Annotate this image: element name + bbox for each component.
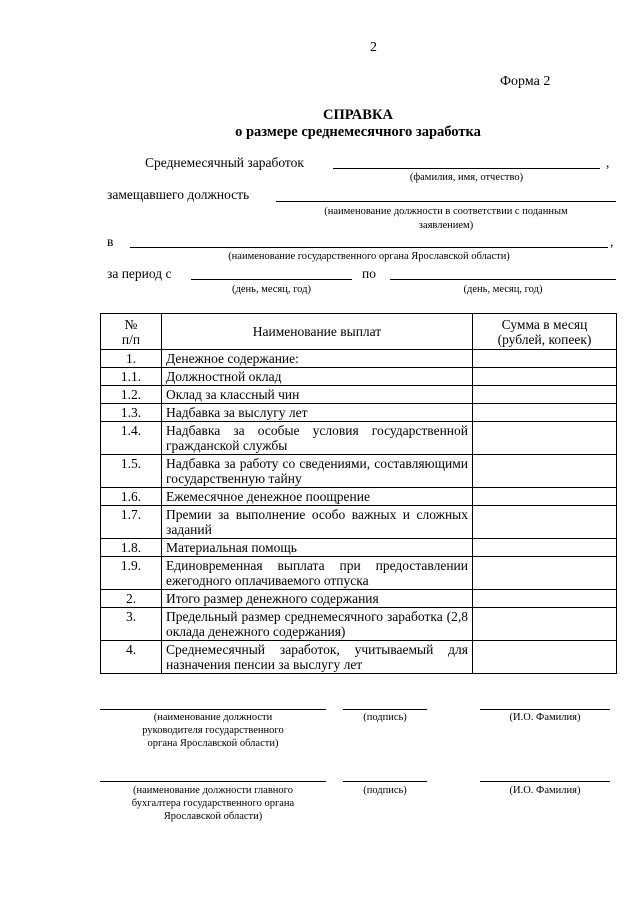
table-row — [101, 557, 617, 590]
row-sum-cell[interactable] — [473, 350, 617, 368]
header-sum-units: (рублей, копеек) — [497, 331, 592, 347]
row-payment-name: Ежемесячное денежное поощрение — [162, 488, 473, 506]
row-payment-name: Надбавка за особые условия государственной гражданской службы — [162, 422, 473, 455]
row-sum-cell[interactable] — [473, 404, 617, 422]
accountant-signature-line[interactable] — [343, 781, 427, 782]
row-sum-cell[interactable] — [473, 386, 617, 404]
accountant-position-hint-line: Ярославской области) — [163, 811, 263, 822]
row-number: 3. — [101, 608, 162, 641]
row-sum-cell[interactable] — [473, 422, 617, 455]
head-position-hint — [100, 711, 326, 750]
payments-table — [100, 313, 617, 674]
row-sum-cell[interactable] — [473, 368, 617, 386]
head-position-hint-line: органа Ярославской области) — [147, 738, 279, 749]
position-hint-line1: (наименование должности в соответствии с поданным — [324, 206, 568, 217]
table-row — [101, 404, 617, 422]
row-number: 1.7. — [101, 506, 162, 539]
row-number: 1.4. — [101, 422, 162, 455]
accountant-position-hint-line: (наименование должности главного — [133, 785, 293, 796]
fio-hint: (фамилия, имя, отчество) — [409, 172, 524, 183]
accountant-position-hint-line: бухгалтера государственного органа — [131, 798, 295, 809]
table-row — [101, 506, 617, 539]
table-row — [101, 641, 617, 674]
accountant-name-line[interactable] — [480, 781, 610, 782]
header-sum-title: Сумма в месяц — [501, 316, 588, 332]
head-signature-line[interactable] — [343, 709, 427, 710]
position-field-line[interactable] — [276, 201, 616, 202]
head-signature-hint: (подпись) — [363, 712, 407, 723]
row-number: 1.1. — [101, 368, 162, 386]
row-payment-name: Итого размер денежного содержания — [162, 590, 473, 608]
position-hint-line2: заявлением) — [418, 220, 474, 231]
row-number: 1.3. — [101, 404, 162, 422]
org-hint: (наименование государственного органа Ярославской области) — [228, 251, 510, 262]
head-position-hint-line: (наименование должности — [153, 712, 273, 723]
head-name-line[interactable] — [480, 709, 610, 710]
table-row — [101, 368, 617, 386]
date-to-field-line[interactable] — [390, 279, 616, 280]
row-sum-cell[interactable] — [473, 557, 617, 590]
head-name-hint: (И.О. Фамилия) — [509, 712, 581, 723]
row-number: 1.2. — [101, 386, 162, 404]
accountant-name-hint: (И.О. Фамилия) — [509, 785, 581, 796]
org-trailing-comma: , — [610, 234, 614, 249]
table-row — [101, 422, 617, 455]
accountant-position-line[interactable] — [100, 781, 326, 782]
header-sum — [473, 314, 617, 350]
row-payment-name: Среднемесячный заработок, учитываемый для назначения пенсии за выслугу лет — [162, 641, 473, 674]
table-row — [101, 350, 617, 368]
header-num — [101, 314, 162, 350]
head-position-hint-line: руководителя государственного — [142, 725, 284, 736]
row-sum-cell[interactable] — [473, 488, 617, 506]
row-number: 1.5. — [101, 455, 162, 488]
table-row — [101, 455, 617, 488]
page-number: 2 — [370, 40, 377, 55]
fio-field-line[interactable] — [333, 168, 600, 169]
row-payment-name: Материальная помощь — [162, 539, 473, 557]
date-to-hint: (день, месяц, год) — [463, 284, 543, 295]
row-sum-cell[interactable] — [473, 539, 617, 557]
row-sum-cell[interactable] — [473, 641, 617, 674]
fio-trailing-comma: , — [606, 155, 610, 170]
row-number: 1.9. — [101, 557, 162, 590]
row-number: 1.8. — [101, 539, 162, 557]
row-sum-cell[interactable] — [473, 506, 617, 539]
row-payment-name: Единовременная выплата при предоставлении ежегодного оплачиваемого отпуска — [162, 557, 473, 590]
table-row — [101, 608, 617, 641]
table-row — [101, 386, 617, 404]
row-payment-name: Премии за выполнение особо важных и сложных заданий — [162, 506, 473, 539]
row-payment-name: Предельный размер среднемесячного заработка (2,8 оклада денежного содержания) — [162, 608, 473, 641]
date-from-hint: (день, месяц, год) — [232, 284, 311, 295]
table-row — [101, 488, 617, 506]
in-label: в — [107, 234, 114, 249]
table-row — [101, 590, 617, 608]
row-number: 4. — [101, 641, 162, 674]
header-num-abbr: п/п — [121, 331, 141, 347]
avg-salary-label: Среднемесячный заработок — [145, 155, 304, 170]
row-number: 2. — [101, 590, 162, 608]
row-sum-cell[interactable] — [473, 608, 617, 641]
row-payment-name: Надбавка за выслугу лет — [162, 404, 473, 422]
row-sum-cell[interactable] — [473, 590, 617, 608]
header-num-symbol: № — [124, 316, 138, 332]
org-field-line[interactable] — [130, 247, 608, 248]
document-subtitle: о размере среднемесячного заработка — [235, 124, 481, 140]
row-sum-cell[interactable] — [473, 455, 617, 488]
position-label: замещавшего должность — [107, 187, 250, 202]
table-row — [101, 539, 617, 557]
header-name: Наименование выплат — [162, 314, 473, 350]
row-payment-name: Надбавка за работу со сведениями, составляющими государственную тайну — [162, 455, 473, 488]
form-label: Форма 2 — [500, 74, 551, 89]
period-to-label: по — [362, 266, 376, 281]
document-title: СПРАВКА — [323, 107, 393, 123]
row-number: 1.6. — [101, 488, 162, 506]
period-from-label: за период с — [107, 266, 172, 281]
row-number: 1. — [101, 350, 162, 368]
table-header-row — [101, 314, 617, 350]
row-payment-name: Оклад за классный чин — [162, 386, 473, 404]
row-payment-name: Денежное содержание: — [162, 350, 473, 368]
head-position-line[interactable] — [100, 709, 326, 710]
accountant-signature-hint: (подпись) — [363, 785, 407, 796]
date-from-field-line[interactable] — [191, 279, 352, 280]
accountant-position-hint — [100, 784, 326, 823]
row-payment-name: Должностной оклад — [162, 368, 473, 386]
